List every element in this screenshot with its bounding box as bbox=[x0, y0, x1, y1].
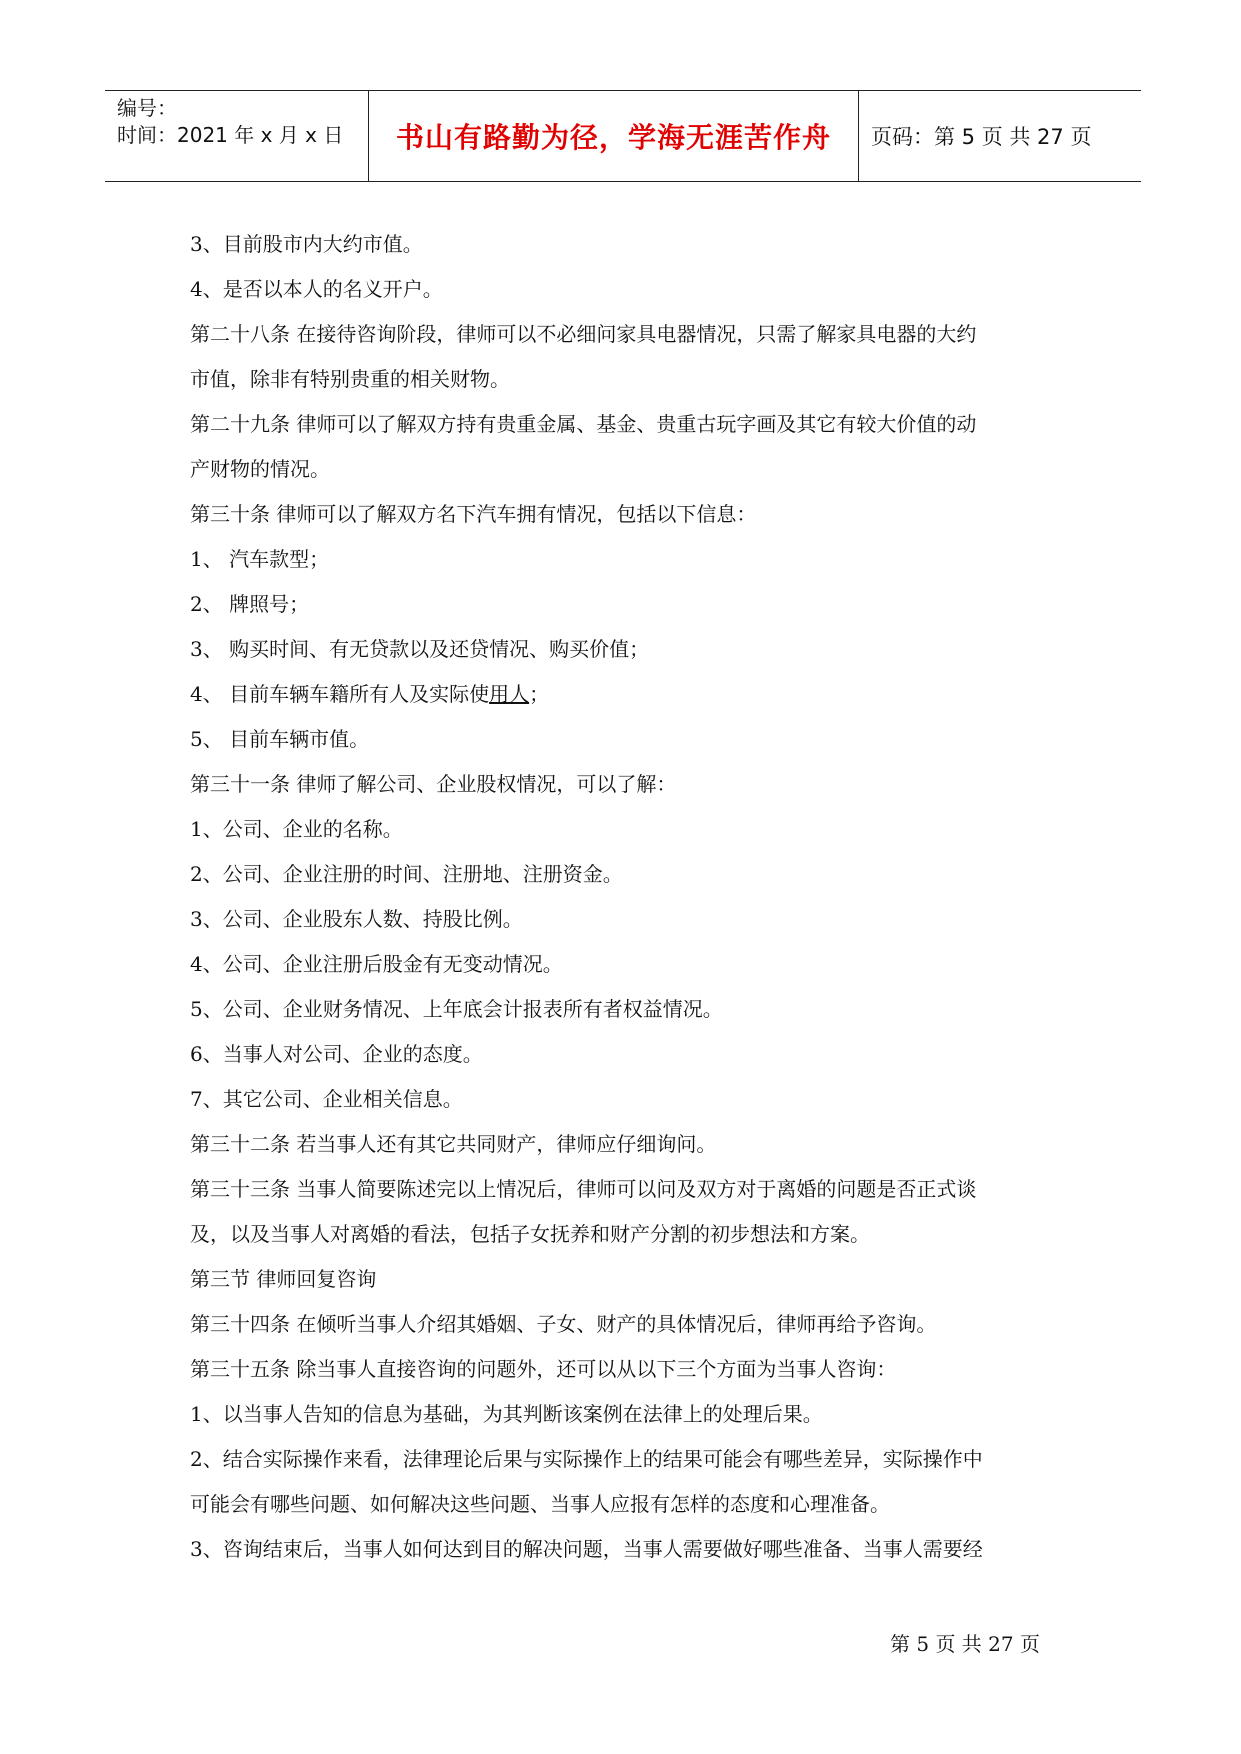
line-text: 3、目前股市内大约市值。 bbox=[190, 232, 423, 256]
paragraph-line bbox=[190, 942, 1070, 987]
document-time-label: 时间：2021 年 x 月 x 日 bbox=[117, 123, 344, 147]
paragraph-line bbox=[190, 1482, 1070, 1527]
line-text: 3、 购买时间、有无贷款以及还贷情况、购买价值； bbox=[190, 637, 650, 661]
paragraph-line bbox=[190, 807, 1070, 852]
line-text: 及，以及当事人对离婚的看法，包括子女抚养和财产分割的初步想法和方案。 bbox=[190, 1222, 870, 1246]
line-text: 市值，除非有特别贵重的相关财物。 bbox=[190, 367, 510, 391]
line-text: 第三十五条 除当事人直接咨询的问题外，还可以从以下三个方面为当事人咨询： bbox=[190, 1357, 897, 1381]
line-text: 2、 牌照号； bbox=[190, 592, 310, 616]
line-text: 5、 目前车辆市值。 bbox=[190, 727, 370, 751]
paragraph-line bbox=[190, 762, 1070, 807]
underlined-text: 用人 bbox=[489, 682, 530, 706]
line-text: 第二十八条 在接待咨询阶段，律师可以不必细问家具电器情况，只需了解家具电器的大约 bbox=[190, 322, 977, 346]
line-text: 1、 汽车款型； bbox=[190, 547, 330, 571]
paragraph-line bbox=[190, 627, 1070, 672]
line-text: 4、是否以本人的名义开户。 bbox=[190, 277, 443, 301]
paragraph-line bbox=[190, 582, 1070, 627]
page-footer: 第 5 页 共 27 页 bbox=[890, 1632, 1040, 1656]
paragraph-line bbox=[190, 1212, 1070, 1257]
paragraph-line bbox=[190, 1032, 1070, 1077]
line-text: 第三节 律师回复咨询 bbox=[190, 1267, 377, 1291]
line-text: 可能会有哪些问题、如何解决这些问题、当事人应报有怎样的态度和心理准备。 bbox=[190, 1492, 890, 1516]
header-page-info: 页码：第 5 页 共 27 页 bbox=[871, 125, 1092, 149]
line-text: 1、以当事人告知的信息为基础，为其判断该案例在法律上的处理后果。 bbox=[190, 1402, 823, 1426]
line-text: 5、公司、企业财务情况、上年底会计报表所有者权益情况。 bbox=[190, 997, 723, 1021]
line-text: 6、当事人对公司、企业的态度。 bbox=[190, 1042, 483, 1066]
document-body bbox=[190, 222, 1070, 1572]
line-text: 4、公司、企业注册后股金有无变动情况。 bbox=[190, 952, 563, 976]
line-text: 第三十四条 在倾听当事人介绍其婚姻、子女、财产的具体情况后，律师再给予咨询。 bbox=[190, 1312, 937, 1336]
line-text-tail: ； bbox=[529, 682, 550, 706]
paragraph-line bbox=[190, 1437, 1070, 1482]
paragraph-line bbox=[190, 1257, 1070, 1302]
paragraph-line bbox=[190, 852, 1070, 897]
line-text: 第三十条 律师可以了解双方名下汽车拥有情况，包括以下信息： bbox=[190, 502, 757, 526]
line-text: 4、 目前车辆车籍所有人及实际使 bbox=[190, 682, 490, 706]
header-motto: 书山有路勤为径，学海无涯苦作舟 bbox=[369, 91, 859, 181]
line-text: 2、公司、企业注册的时间、注册地、注册资金。 bbox=[190, 862, 623, 886]
line-text: 产财物的情况。 bbox=[190, 457, 330, 481]
paragraph-line bbox=[190, 1302, 1070, 1347]
line-text: 7、其它公司、企业相关信息。 bbox=[190, 1087, 463, 1111]
header-meta bbox=[105, 91, 369, 181]
line-text: 2、结合实际操作来看，法律理论后果与实际操作上的结果可能会有哪些差异，实际操作中 bbox=[190, 1447, 983, 1471]
paragraph-line bbox=[190, 1122, 1070, 1167]
paragraph-line bbox=[190, 717, 1070, 762]
line-text: 1、公司、企业的名称。 bbox=[190, 817, 403, 841]
document-number-label: 编号： bbox=[117, 96, 177, 120]
line-text: 第三十二条 若当事人还有其它共同财产，律师应仔细询问。 bbox=[190, 1132, 717, 1156]
line-text: 第三十一条 律师了解公司、企业股权情况，可以了解： bbox=[190, 772, 677, 796]
paragraph-line bbox=[190, 357, 1070, 402]
paragraph-line bbox=[190, 1167, 1070, 1212]
paragraph-line bbox=[190, 447, 1070, 492]
line-text: 3、咨询结束后，当事人如何达到目的解决问题，当事人需要做好哪些准备、当事人需要经 bbox=[190, 1537, 983, 1561]
page-header bbox=[105, 90, 1141, 182]
paragraph-line bbox=[190, 987, 1070, 1032]
line-text: 3、公司、企业股东人数、持股比例。 bbox=[190, 907, 523, 931]
paragraph-line bbox=[190, 1392, 1070, 1437]
paragraph-line bbox=[190, 312, 1070, 357]
paragraph-line bbox=[190, 897, 1070, 942]
paragraph-line bbox=[190, 222, 1070, 267]
line-text: 第二十九条 律师可以了解双方持有贵重金属、基金、贵重古玩字画及其它有较大价值的动 bbox=[190, 412, 977, 436]
paragraph-line bbox=[190, 402, 1070, 447]
paragraph-line bbox=[190, 267, 1070, 312]
paragraph-line bbox=[190, 1527, 1070, 1572]
paragraph-line bbox=[190, 1347, 1070, 1392]
paragraph-line bbox=[190, 537, 1070, 582]
paragraph-line bbox=[190, 672, 1070, 717]
line-text: 第三十三条 当事人简要陈述完以上情况后，律师可以问及双方对于离婚的问题是否正式谈 bbox=[190, 1177, 977, 1201]
paragraph-line bbox=[190, 1077, 1070, 1122]
paragraph-line bbox=[190, 492, 1070, 537]
